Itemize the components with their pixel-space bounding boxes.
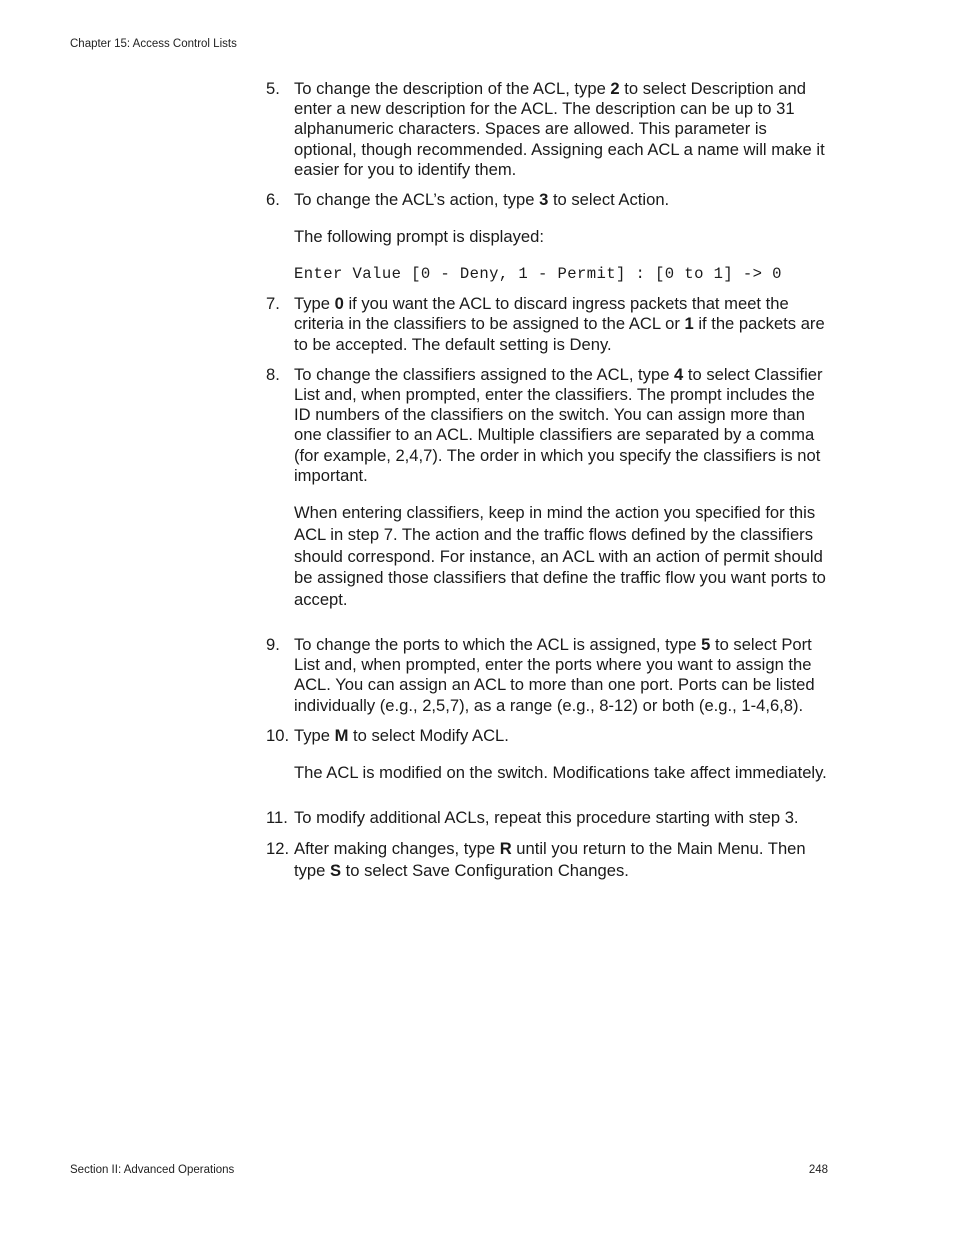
step-text: To modify additional ACLs, repeat this procedure starting with step 3. [294, 807, 799, 827]
step-number: 8. [266, 364, 280, 384]
running-footer-section: Section II: Advanced Operations [70, 1164, 235, 1176]
step-text-part: To change the ports to which the ACL is assigned, type [294, 635, 702, 655]
step-text-part: to select Description and enter a new description for the ACL. The description can be up to 31 alphanumeric characters. Spaces are allowed. This parameter is optional, though recommended. Assigning each ACL a name will make it easier for you to identify them. [294, 79, 825, 179]
step-text [294, 838, 832, 882]
step-text-part: if you want the ACL to discard ingress packets that meet the criteria in the classifiers to be assigned to the ACL or [294, 294, 789, 334]
step-number: 10. [266, 725, 290, 745]
step-number: 6. [266, 190, 280, 210]
step-note: When entering classifiers, keep in mind the action you specified for this ACL in step 7. The action and the traffic flows defined by the classifiers should correspond. For instance, an ACL with an action of permit should be assigned those classifiers that define the traffic flow you want ports to accept. [294, 503, 826, 610]
step-text [294, 294, 832, 355]
step-number: 11. [266, 807, 288, 827]
step-7 [266, 294, 832, 355]
key-label: R [499, 839, 512, 859]
step-number: 7. [266, 294, 280, 314]
step-text [294, 79, 832, 180]
step-text-part: To change the description of the ACL, type [294, 79, 611, 98]
key-label: 0 [334, 294, 344, 314]
page-number: 248 [808, 1164, 828, 1176]
procedure-steps [266, 79, 832, 892]
step-text-part: Type [294, 294, 335, 314]
step-text [294, 190, 832, 210]
running-header: Chapter 15: Access Control Lists [70, 38, 237, 50]
step-text [294, 726, 832, 746]
step-8 [266, 365, 832, 611]
step-text-part: to select Classifier List and, when prompted, enter the classifiers. The prompt includes the ID numbers of the classifiers on the switch. You can assign more than one classifier to an ACL. Multiple classifiers are separated by a comma (for example, 2,4,7). The order in which you specify the classifiers is not important. [294, 364, 823, 485]
step-10 [266, 726, 832, 784]
step-number: 9. [266, 635, 280, 655]
key-label: 1 [684, 314, 694, 334]
step-text-part: to select Port List and, when prompted, enter the ports where you want to assign the ACL. You can assign an ACL to more than one port. Ports can be listed individually (e.g., 2,5,7), as a range (e.g., 8-12) or both (e.g., 1-4,6,8). [294, 635, 815, 715]
key-label: 3 [539, 190, 549, 210]
step-text [294, 635, 832, 716]
step-11 [266, 808, 832, 828]
step-text-part: To change the classifiers assigned to the ACL, type [294, 364, 675, 384]
step-12 [266, 838, 832, 882]
step-6 [266, 190, 832, 284]
step-text [294, 365, 832, 486]
prompt-code: Enter Value [0 - Deny, 1 - Permit] : [0 to 1] -> 0 [294, 265, 782, 284]
step-text-part: To change the ACL’s action, type [294, 190, 540, 210]
step-text-part: Type [294, 725, 335, 745]
step-note: The ACL is modified on the switch. Modifications take affect immediately. [294, 763, 827, 783]
step-9 [266, 635, 832, 716]
key-label: 5 [701, 635, 711, 655]
key-label: 2 [610, 79, 620, 98]
key-label: 4 [674, 364, 684, 384]
step-number: 12. [266, 839, 290, 859]
key-label: M [334, 725, 349, 745]
key-label: S [329, 860, 342, 880]
step-text-part: if the packets are to be accepted. The default setting is Deny. [294, 314, 825, 354]
step-text-part: After making changes, type [294, 839, 500, 859]
step-5 [266, 79, 832, 180]
step-text-part: to select Modify ACL. [348, 725, 509, 745]
step-note: The following prompt is displayed: [294, 227, 544, 247]
step-text-part: until you return to the Main Menu. Then type [294, 839, 806, 880]
step-text-part: to select Action. [548, 190, 670, 210]
step-text-part: to select Save Configuration Changes. [341, 860, 629, 880]
step-number: 5. [266, 79, 280, 98]
